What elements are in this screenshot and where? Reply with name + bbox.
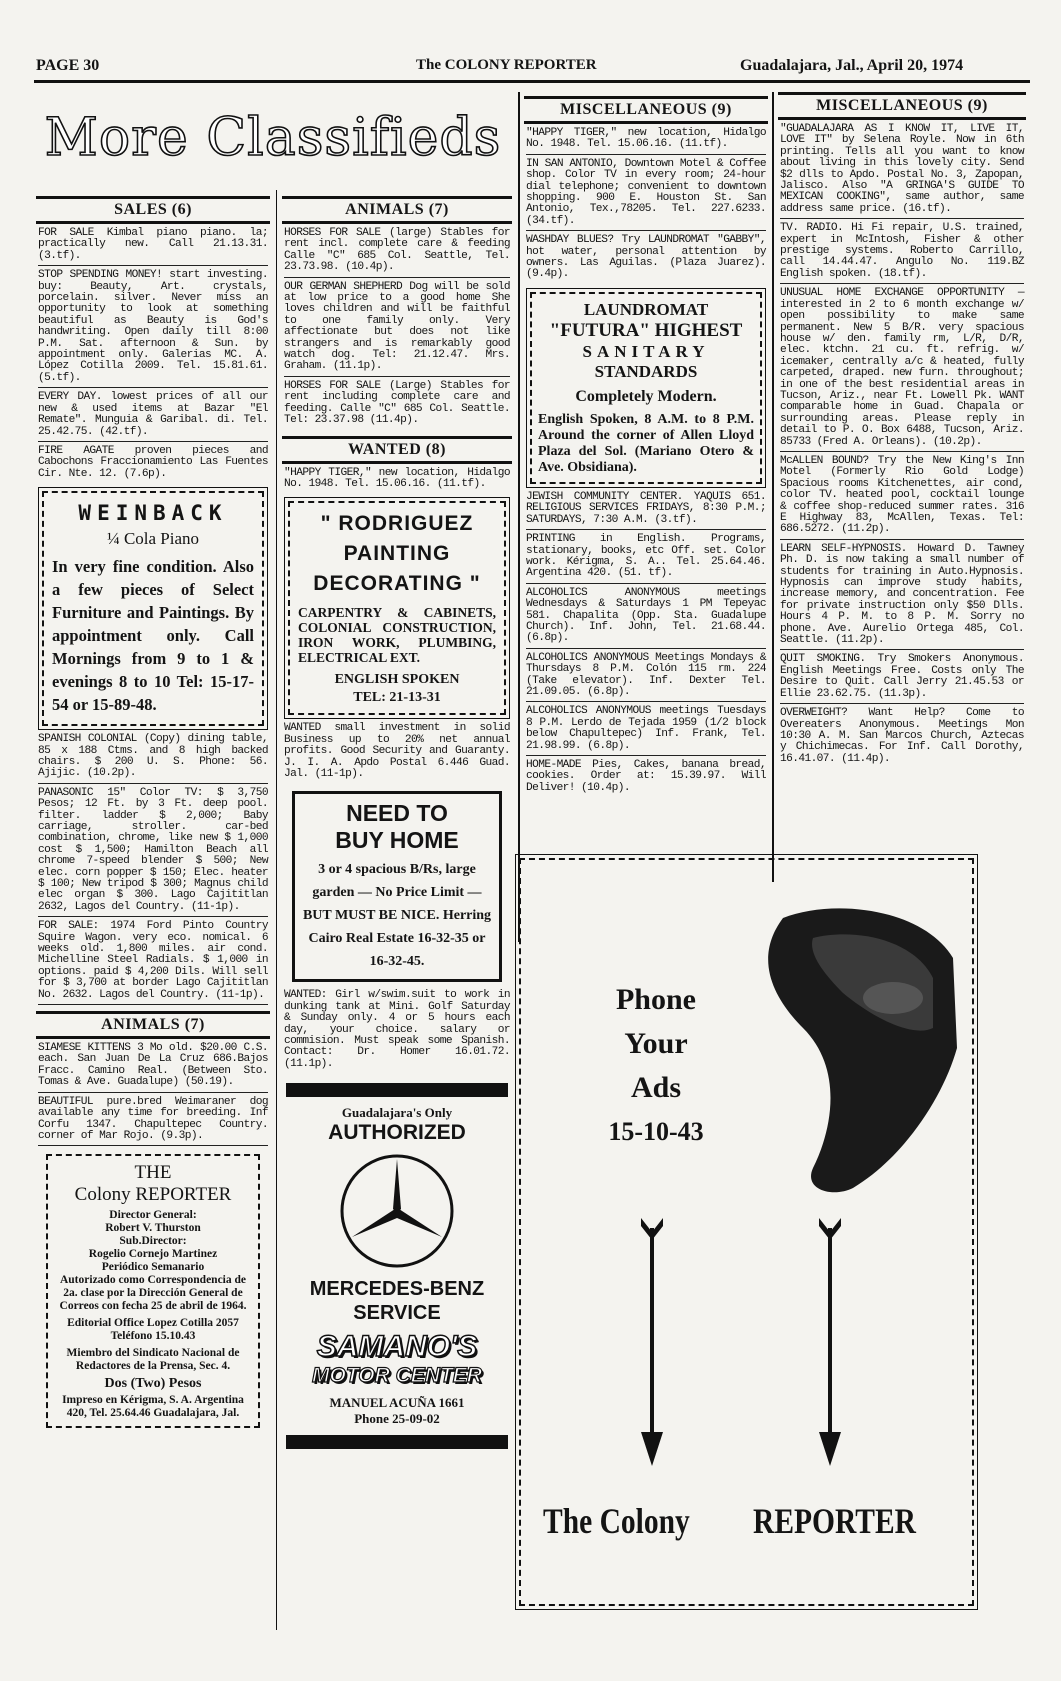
- column-4: [778, 92, 1026, 852]
- classified-ad: McALLEN BOUND? Try the New King's Inn Motel (Formerly Rio Gold Lodge) Spacious rooms Kitchenettes, air cond, color TV. heated pool, cocktail lounge & coffee shop-reduced summer rates. 316 E Highway 83, McAllen, Texas. Tel: 686.5272. (11.2p).: [780, 456, 1024, 540]
- masthead-line: Sub.Director:: [119, 1235, 187, 1248]
- mercedes-phone: Phone 25-09-02: [354, 1411, 440, 1427]
- classified-ad: HOME-MADE Pies, Cakes, banana bread, cookies. Order at: 15.39.97. Will Deliver! (10.4p).: [526, 759, 766, 794]
- section-heading-animals: ANIMALS (7): [36, 1011, 270, 1039]
- column-3: [524, 96, 768, 856]
- classified-ad: "GUADALAJARA AS I KNOW IT, LIVE IT, LOVE IT" by Selena Royle. Now in 6th printing. Tells all you want to know about living in this lovely city. Send $2 dlls to Apdo. Postal No. 3, Zapopan, Jalisco. Also "A GRINGA'S GUIDE TO MEXICAN COOKING", same author, same address same price. (16.tf).: [780, 124, 1024, 219]
- column-divider: [276, 190, 277, 1630]
- need-home-title: BUY HOME: [335, 827, 459, 854]
- weinback-body: In very fine condition. Also a few pieces of Select Furniture and Paintings. By appointment only. Call Mornings from 9 to 1 & evenings 8 to 10 Tel: 15-17-54 or 15-89-48.: [52, 557, 254, 715]
- classified-ad: HORSES FOR SALE (large) Stables for rent incl. complete care & feeding Calle "C" 685 Col. Seattle, Tel. 23.73.98. (10.4p).: [284, 228, 510, 278]
- classified-ad: ALCOHOLICS ANONYMOUS Meetings Mondays & Thursdays 8 P.M. Colón 115 rm. 224 (Take elevator). Inf. Dexter Tel. 21.09.05. (6.8p).: [526, 653, 766, 703]
- black-bar: [286, 1083, 508, 1097]
- mercedes-star-icon: [337, 1151, 457, 1271]
- mercedes-brand: MERCEDES-BENZ: [309, 1278, 485, 1301]
- classified-ad: TV. RADIO. Hi Fi repair, U.S. trained, expert in McIntosh, Fisher & other prestige systems. Roberto Carrillo, call 14.44.47. Angulo No. 119.BZ English spoken. (18.tf).: [780, 223, 1024, 284]
- need-home-body: 3 or 4 spacious B/Rs, large garden — No Price Limit — BUT MUST BE NICE. Herring Cairo Real Estate 16-32-35 or 16-32-45.: [302, 862, 492, 970]
- column-1: [36, 196, 270, 1636]
- laundromat-line: "FUTURA" HIGHEST: [549, 319, 743, 341]
- arrow-down-icon: [817, 1218, 843, 1468]
- classified-ad: PANASONIC 15" Color TV: $ 3,750 Pesos; 12 Ft. by 3 Ft. deep pool. filter. ladder $ 2,000; Baby carriage, stroller. car-bed combination, chrome, like new $ 1,000 cost $ 1,500; Hamilton Beach all chrome 7-speed blender $ 500; New elec. corn popper $ 150; Elec. heater $ 100; New tripod $ 300; Magnus child elec organ $ 300. Lago Cajititlan 2632, Lagos del Country. (11-1p).: [38, 788, 268, 917]
- classified-ad: JEWISH COMMUNITY CENTER. YAQUIS 651. RELIGIOUS SERVICES FRIDAYS, 8:30 P.M.; SATURDAYS, 7:30 A.M. (3.tf).: [526, 492, 766, 530]
- rodriguez-title: PAINTING: [343, 542, 451, 566]
- classified-ad: HORSES FOR SALE (Large) Stables for rent including complete care and feeding. Calle "C" 685 Col. Seattle. Tel: 23.37.98 (11.4p).: [284, 379, 510, 427]
- classified-ad: BEAUTIFUL pure.bred Weimaraner dog available any time for breeding. Inf Corfu 1347. Chapultepec Country. corner of Mar Rojo. (9.3p).: [38, 1097, 268, 1147]
- paper-name: The COLONY REPORTER: [416, 57, 597, 73]
- classified-ad: WANTED small investment in solid Business up to 20% net annual profits. Good Security and Guaranty. J. I. A. Apdo Postal 6.446 Guad. Jal. (11-1p).: [284, 722, 510, 780]
- need-home-ad: [292, 791, 502, 982]
- black-bar: [286, 1435, 508, 1449]
- classified-ad: OVERWEIGHT? Want Help? Come to Overeaters Anonymous. Meetings Mon 10:30 A. M. San Marcos Church, Aztecas y Chichimecas. For Inf. Call Dorothy, 16.41.07. (11.4p).: [780, 707, 1024, 765]
- masthead-line: Periódico Semanario: [101, 1261, 205, 1274]
- masthead-line: Miembro del Sindicato Nacional de Redactores de la Prensa, Sec. 4.: [66, 1347, 240, 1373]
- classified-ad: STOP SPENDING MONEY! start investing. buy: Beauty, Art. crystals, porcelain. silver. Never miss an opportunity to look at something beautiful as Beauty is God's handwriting. Open daily till 8:00 P.M. Sat. afternoon & Sun. by appointment only. Galerias MC. A. López Cotilla 2009. Tel. 15.81.61. (5.tf).: [38, 270, 268, 388]
- mercedes-brand: SERVICE: [353, 1302, 441, 1325]
- classified-ad: FOR SALE: 1974 Ford Pinto Country Squire Wagon. very eco. nomical. 6 weeks old. 1,800 miles. air cond. Michelline Steel Radials. $ 1,000 in options. paid $ 4,200 Dils. Will sell for $ 3,700 at border Lago Cajititlan No. 2632. Lagos del Country. (11-1p).: [38, 921, 268, 1005]
- section-heading-animals: ANIMALS (7): [282, 196, 512, 224]
- footer-right: REPORTER: [753, 1501, 916, 1541]
- mercedes-tag: Guadalajara's Only: [341, 1105, 453, 1121]
- classified-ad: PRINTING in English. Programs, stationary, books, etc Off. set. Color work. Kérigma, S. A.. Tel. 25.64.46. Argentina 420. (51. tf).: [526, 534, 766, 584]
- classified-ad: WASHDAY BLUES? Try LAUNDROMAT "GABBY", hot water, personal attention by owners. Las Aguilas. (Plaza Juarez). (9.4p).: [526, 234, 766, 281]
- masthead-box: [46, 1154, 260, 1428]
- classified-ad: ALCOHOLICS ANONYMOUS meetings Wednesdays & Saturdays 1 PM Tepeyac 581. Chapalita (Opp. Sta. Guadalupe Church). Inf. John, Tel. 21.68.44. (6.8p).: [526, 588, 766, 649]
- classified-ad: "HAPPY TIGER," new location, Hidalgo No. 1948. Tel. 15.06.16. (11.tf).: [284, 466, 510, 490]
- weinback-subtitle: ¼ Cola Piano: [106, 529, 200, 549]
- dateline: Guadalajara, Jal., April 20, 1974: [740, 57, 964, 74]
- classified-ad: ALCOHOLICS ANONYMOUS meetings Tuesdays 8 P.M. Lerdo de Tejada 1959 (1/2 block below Chapultepec) Inf. Frank, Tel. 21.98.99. (6.8p).: [526, 706, 766, 756]
- rodriguez-body: CARPENTRY & CABINETS, COLONIAL CONSTRUCTION, IRON WORK, PLUMBING, ELECTRICAL EXT.: [298, 605, 496, 666]
- classified-ad: QUIT SMOKING. Try Smokers Anonymous. English Meetings Free. Costs only The Desire to Quit. Call Jerry 21.45.53 or Ellie 23.62.75. (11.3p).: [780, 654, 1024, 704]
- masthead-the: THE: [134, 1162, 172, 1184]
- mercedes-address: MANUEL ACUÑA 1661: [329, 1395, 465, 1411]
- laundromat-line: SANITARY: [582, 341, 710, 361]
- phone-line: Phone: [615, 983, 696, 1016]
- phone-line: Ads: [630, 1071, 682, 1104]
- laundromat-body: English Spoken, 8 A.M. to 8 P.M. Around the corner of Allen Lloyd Plaza del Sol. (Mariano Otero & Ave. Obsidiana).: [538, 411, 754, 475]
- rodriguez-ad: [288, 501, 506, 715]
- classified-ad: UNUSUAL HOME EXCHANGE OPPORTUNITY — interested in 2 to 6 month exchange w/ open possibility to make same permanent. New 5 B/R. very spacious house w/ den. family rm, L/R, D/R, elec. ktchn. 21 cu. ft. refrig. w/ icemaker, centrally a/c & heated, fully carpeted, draped. new furn. throughout; in one of the best residential areas in Tucson, Ariz., near Ft. Lowell Pk. WANT comparable home in Guad. Chapala or surrounding areas. Please reply in detail to P. O. Box 6488, Tucson, Ariz. 85733 (Fred A. Orleans). (10.2p).: [780, 288, 1024, 452]
- classified-ad: FOR SALE Kimbal piano piano. la; practically new. Call 21.13.31. (3.tf).: [38, 228, 268, 266]
- phone-number: 15-10-43: [608, 1117, 704, 1146]
- samanos-logo: SAMANO'S: [316, 1330, 478, 1364]
- column-divider: [518, 92, 520, 942]
- arrow-down-icon: [639, 1218, 665, 1468]
- column-divider: [772, 92, 774, 882]
- classified-ad: SPANISH COLONIAL (Copy) dining table, 85 x 188 Ctms. and 8 high backed chairs. $ 200 U. S. Phone: 56. Ajijic. (10.2p).: [38, 734, 268, 784]
- banner-title: More Classifieds: [44, 108, 502, 168]
- classified-ad: EVERY DAY. lowest prices of all our new & used items at Bazar "El Remate". Munguia & Garibal. di. Tel. 25.42.75. (42.tf).: [38, 392, 268, 442]
- weinback-title: WEINBACK: [78, 501, 228, 526]
- laundromat-title: LAUNDROMAT: [583, 299, 709, 319]
- masthead-name: Colony REPORTER: [74, 1184, 232, 1206]
- classified-ad: WANTED: Girl w/swim.suit to work in dunking tank at Mini. Golf Saturday & Sunday only. 4 or 5 hours each day, your choice. salary or commision. Must speak some Spanish. Contact: Dr. Homer 16.01.72. (11.1p).: [284, 989, 510, 1070]
- masthead-line: Editorial Office Lopez Cotilla 2057: [67, 1317, 239, 1330]
- masthead-price: Dos (Two) Pesos: [104, 1376, 202, 1392]
- laundromat-ad: [530, 292, 762, 484]
- motor-center-logo: MOTOR CENTER: [312, 1364, 482, 1388]
- masthead-line: Teléfono 15.10.43: [110, 1330, 196, 1343]
- footer-left: The Colony: [543, 1501, 690, 1541]
- masthead-line: Impreso en Kérigma, S. A. Argentina 420, Tel. 25.64.46 Guadalajara, Jal.: [62, 1394, 244, 1420]
- rodriguez-title: " RODRIGUEZ: [320, 512, 474, 536]
- page-number: PAGE 30: [36, 57, 100, 74]
- section-heading-misc: MISCELLANEOUS (9): [778, 92, 1026, 120]
- laundromat-line: Completely Modern.: [575, 387, 717, 405]
- laundromat-line: STANDARDS: [594, 361, 698, 381]
- classified-ad: LEARN SELF-HYPNOSIS. Howard D. Tawney Ph. D. is now taking a small number of students for training in Auto.Hypnosis. Hypnosis can improve study habits, increase memory, and concentration. Fee for private instruction only $50 Dlls. Hours 4 P. M. to 8 P. M. Sorry no phone. Ave. Aurelio Ortega 485, Col. Seattle. (11.2p).: [780, 544, 1024, 651]
- classified-ad: FIRE AGATE proven pieces and Cabochons Fraccionamiento Las Fuentes Cir. Nte. 12. (7.6p).: [38, 444, 268, 480]
- mercedes-ad: [282, 1083, 512, 1449]
- phone-your-ads-text: [581, 978, 731, 1154]
- section-heading-misc: MISCELLANEOUS (9): [524, 96, 768, 124]
- phone-line: Your: [624, 1027, 688, 1060]
- column-2: [282, 196, 512, 1636]
- section-heading-wanted: WANTED (8): [282, 436, 512, 464]
- masthead-line: Director General:: [109, 1209, 197, 1222]
- weinback-ad: [42, 491, 264, 726]
- need-home-title: NEED TO: [346, 800, 448, 827]
- masthead-line: Rogelio Cornejo Martinez: [88, 1248, 218, 1261]
- mercedes-authorized: AUTHORIZED: [328, 1121, 466, 1145]
- classified-ad: SIAMESE KITTENS 3 Mo old. $20.00 C.S. each. San Juan De La Cruz 686.Bajos Fracc. Camino Real. (Between Sto. Tomas & Ave. Guadalupe) (50.19).: [38, 1043, 268, 1093]
- classified-ad: OUR GERMAN SHEPHERD Dog will be sold at low price to a good home She loves children and will be faithful to one family only. Very affectionate but does not like strangers and is remarkably good watch dog. Tel: 21.12.47. Mrs. Graham. (11.1p).: [284, 282, 510, 377]
- rodriguez-title: DECORATING ": [313, 572, 481, 596]
- rodriguez-spoken: ENGLISH SPOKEN: [334, 672, 460, 688]
- classified-ad: IN SAN ANTONIO, Downtown Motel & Coffee shop. Color TV in every room; 24-hour dial telephone; convenient to downtown shopping. 900 E. Houston St. San Antonio, Tex.,78205. Tel. 227.6233. (34.tf).: [526, 159, 766, 231]
- masthead-line: Autorizado como Correspondencia de 2a. clase por la Dirección General de Correos con fecha 25 de abril de 1964.: [59, 1274, 247, 1313]
- rodriguez-tel: TEL: 21-13-31: [353, 690, 441, 706]
- classified-ad: "HAPPY TIGER," new location, Hidalgo No. 1948. Tel. 15.06.16. (11.tf).: [526, 128, 766, 155]
- phone-your-ads-box: [519, 858, 974, 1606]
- header-rule: [34, 80, 1030, 83]
- masthead-line: Robert V. Thurston: [105, 1222, 201, 1235]
- section-heading-sales: SALES (6): [36, 196, 270, 224]
- telephone-handset-icon: [743, 898, 963, 1198]
